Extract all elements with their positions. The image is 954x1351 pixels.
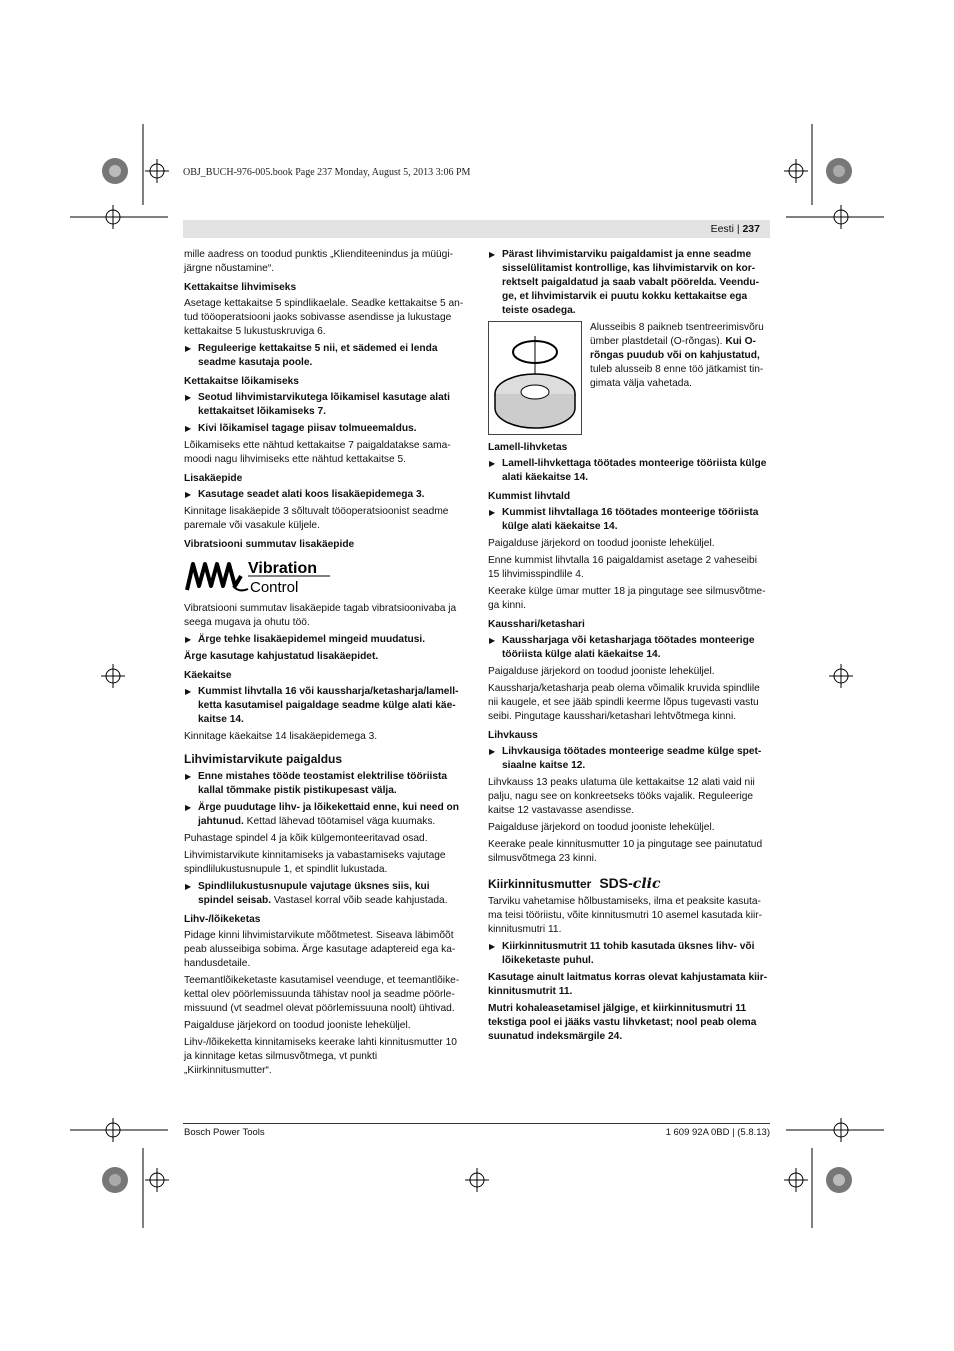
quick-nut-heading: Kiirkinnitusmutter xyxy=(488,876,592,891)
rubber-pad-bullet: ▶ Kummist lihvtallaga 16 töötades monteerige tööriista külge alati käekaitse 14. xyxy=(489,507,759,532)
brush-bullet: ▶ Kaussharjaga või ketasharjaga töötades monteerige tööriista külge alati käekaitse 14. xyxy=(489,635,755,660)
rubber-pad-text-1: Paigalduse järjekord on toodud jooniste leheküljel. xyxy=(488,538,715,549)
disc-heading: Lihv-/lõikeketas xyxy=(184,914,261,925)
backing-flange-figure xyxy=(488,321,770,435)
brush-heading: Kausshari/ketashari xyxy=(488,619,585,630)
cup-wheel-bullet: ▶ Lihvkausiga töötades monteerige seadme külge spetsiaalne kaitse 12. xyxy=(489,746,762,771)
quick-nut-warning-2: Mutri kohaleasetamisel jälgige, et kiirkinnitusmutri 11 tekstiga pool ei jääks vastu lihvketast; nool peab olema suunatud indeksmärgile 24. xyxy=(488,1003,757,1042)
grinding-guard-bullet: ▶ Reguleerige kettakaitse 5 nii, et sädemed ei lenda seadme kasutaja poole. xyxy=(185,343,438,368)
vibration-heading: Vibratsiooni summutav lisakäepide xyxy=(184,539,355,550)
cutting-guard-bullet-1: ▶ Seotud lihvimistarvikutega lõikamisel kasutage alati kettakaitset lõikamiseks 7. xyxy=(185,392,450,417)
bullet-arrow-icon: ▶ xyxy=(489,250,496,259)
quick-nut-warning-1: Kasutage ainult laitmatus korras olevat kahjustamata kiirkinnitusmutrit 11. xyxy=(488,972,768,997)
aux-handle-heading: Lisakäepide xyxy=(184,473,243,484)
bullet-arrow-icon: ▶ xyxy=(489,636,496,645)
bullet-arrow-icon: ▶ xyxy=(185,803,192,812)
cup-wheel-text-2: Paigalduse järjekord on toodud jooniste leheküljel. xyxy=(488,822,715,833)
rubber-pad-text-2: Enne kummist lihvtalla 16 paigaldamist asetage 2 vaheseibi 15 lihvimisspindlile 4. xyxy=(488,555,757,580)
figure-caption: Alusseibis 8 paikneb tsentreerimisvõru ümber plastdetail (O-rõngas). Kui O-rõngas puudub või on kahjustatud, tuleb alusseib 8 enne töö jätkamist tingimata välja vahetada. xyxy=(590,322,764,389)
mounting-text-1: Puhastage spindel 4 ja kõik külgemonteeritavad osad. xyxy=(184,833,428,844)
hand-guard-bullet: ▶ Kummist lihvtalla 16 või kaussharja/ketasharja/lamellketta kasutamisel paigaldage seadme külge alati käekaitse 14. xyxy=(185,686,459,725)
quick-nut-heading-row xyxy=(488,876,770,891)
bullet-arrow-icon: ▶ xyxy=(185,882,192,891)
backing-flange-illustration xyxy=(488,321,582,435)
mounting-bullet-3: ▶ Spindlilukustusnupule vajutage üksnes siis, kui spindel seisab. Vastasel korral võib seade kahjustada. xyxy=(185,881,448,906)
rubber-pad-text-3: Keerake külge ümar mutter 18 ja pingutage see silmusvõtmega kinni. xyxy=(488,586,766,611)
disc-text-4: Lihv-/lõikeketta kinnitamiseks keerake lahti kinnitusmutter 10 ja kinnitage ketas silmusvõtmega, vt punkti „Kiirkinnitusmutter“. xyxy=(184,1037,457,1076)
bullet-arrow-icon: ▶ xyxy=(185,424,192,433)
cup-wheel-text-1: Lihvkauss 13 peaks ulatuma üle kettakaitse 12 alati vaid nii palju, nagu see on konkreetseks tööks vajalik. Reguleerige kaitse 12 vastavasse asendisse. xyxy=(488,777,755,816)
quick-nut-text: Tarviku vahetamise hõlbustamiseks, ilma et peaksite kasutama teisi tööriistu, võite kinnitusmutri 10 asemel kasutada kiirkinnitusmutri 11. xyxy=(488,896,763,935)
vibration-bullet: ▶ Ärge tehke lisakäepidemel mingeid muudatusi. xyxy=(185,634,426,645)
disc-text-2: Teemantlõikeketaste kasutamisel veenduge, et teemantlõikekettal olev pöörlemissuunda tähistav nool ja seadme pöörlemissuund (vt seadmel olevat pöörlemissuuna noolt) ühtivad. xyxy=(184,975,460,1014)
bullet-arrow-icon: ▶ xyxy=(185,772,192,781)
bullet-arrow-icon: ▶ xyxy=(185,393,192,402)
svg-text:Control: Control xyxy=(250,579,299,596)
cutting-guard-heading: Kettakaitse lõikamiseks xyxy=(184,376,299,387)
disc-text-3: Paigalduse järjekord on toodud jooniste leheküljel. xyxy=(184,1020,411,1031)
flap-disc-heading: Lamell-lihvketas xyxy=(488,442,568,453)
footer-divider xyxy=(183,1123,770,1124)
bullet-arrow-icon: ▶ xyxy=(185,687,192,696)
svg-text:Vibration: Vibration xyxy=(248,560,318,577)
bullet-arrow-icon: ▶ xyxy=(489,508,496,517)
vibration-text: Vibratsiooni summutav lisakäepide tagab vibratsioonivaba ja seega mugava ja ohutu töö. xyxy=(184,603,457,628)
vibration-warning: Ärge kasutage kahjustatud lisakäepidet. xyxy=(184,651,379,662)
hand-guard-heading: Käekaitse xyxy=(184,670,232,681)
grinding-guard-heading: Kettakaitse lihvimiseks xyxy=(184,282,297,293)
mounting-bullet-1: ▶ Enne mistahes tööde teostamist elektrilise tööriista kallal tõmmake pistik pistikupesast välja. xyxy=(185,771,448,796)
quick-nut-bullet: ▶ Kiirkinnitusmutrit 11 tohib kasutada üksnes lihv- või lõikeketaste puhul. xyxy=(489,941,755,966)
disc-text-1: Pidage kinni lihvimistarvikute mõõtmetest. Siseava läbimõõt peab alusseibiga sobima. Ärge kasutage adaptereid ega kahandusdetaile. xyxy=(184,930,456,969)
aux-handle-text: Kinnitage lisakäepide 3 sõltuvalt tööoperatsioonist seadme paremale või vasakule küljele. xyxy=(184,506,449,531)
bullet-arrow-icon: ▶ xyxy=(185,490,192,499)
bullet-arrow-icon: ▶ xyxy=(489,459,496,468)
aux-handle-bullet: ▶ Kasutage seadet alati koos lisakäepidemega 3. xyxy=(185,489,425,500)
mounting-text-2: Lihvimistarvikute kinnitamiseks ja vabastamiseks vajutage spindlilukustusnupule 1, et spindlit lukustada. xyxy=(184,850,446,875)
flap-disc-bullet: ▶ Lamell-lihvkettaga töötades monteerige tööriista külge alati käekaitse 14. xyxy=(489,458,767,483)
file-header: OBJ_BUCH-976-005.book Page 237 Monday, August 5, 2013 3:06 PM xyxy=(183,167,471,178)
brush-text-1: Paigalduse järjekord on toodud jooniste leheküljel. xyxy=(488,666,715,677)
bullet-arrow-icon: ▶ xyxy=(489,942,496,951)
cutting-guard-bullet-2: ▶ Kivi lõikamisel tagage piisav tolmueemaldus. xyxy=(185,423,417,434)
left-column xyxy=(184,248,466,1081)
grinding-guard-text: Asetage kettakaitse 5 spindlikaelale. Seadke kettakaitse 5 antud tööoperatsiooni jaoks sobivasse asendisse ja lukustage kettakaitse 5 lukustuskruviga 6. xyxy=(184,298,464,337)
mounting-heading: Lihvimistarvikute paigaldus xyxy=(184,752,343,766)
bullet-arrow-icon: ▶ xyxy=(489,747,496,756)
vibration-control-logo xyxy=(184,556,466,596)
rubber-pad-heading: Kummist lihvtald xyxy=(488,491,571,502)
brush-text-2: Kaussharja/ketasharja peab olema võimalik kruvida spindlile nii kaugele, et see jääb spindli keerme lõpus tugevasti vastu seibi. Pingutage kausshari/ketashari lehtvõtmega kinni. xyxy=(488,683,760,722)
intro-text: mille aadress on toodud punktis „Klienditeenindus ja müügijärgne nõustamine“. xyxy=(184,249,454,274)
hand-guard-text: Kinnitage käekaitse 14 lisakäepidemega 3. xyxy=(184,731,378,742)
footer-doc-number: 1 609 92A 0BD | (5.8.13) xyxy=(665,1127,770,1138)
check-bullet: ▶ Pärast lihvimistarviku paigaldamist ja enne seadme sisselülitamist kontrollige, kas lihvimistarvik on korrektselt paigaldatud ja saab vabalt pöörelda. Veenduge, et lihvimistarvik ei puutu kokku kettakaitse ega teiste osadega. xyxy=(489,249,760,316)
footer-brand: Bosch Power Tools xyxy=(184,1127,265,1138)
mounting-bullet-2: ▶ Ärge puudutage lihv- ja lõikekettaid enne, kui need on jahtunud. Kettad lähevad töötamisel väga kuumaks. xyxy=(185,802,459,827)
page-number: 237 xyxy=(742,223,760,235)
sds-clic-logo: SDS-clic xyxy=(599,875,661,892)
cutting-guard-text: Lõikamiseks ette nähtud kettakaitse 7 paigaldatakse samamoodi nagu lihvimiseks ette nähtud kettakaitse 5. xyxy=(184,440,451,465)
bullet-arrow-icon: ▶ xyxy=(185,344,192,353)
bullet-arrow-icon: ▶ xyxy=(185,635,192,644)
cup-wheel-heading: Lihvkauss xyxy=(488,730,538,741)
page-header: Eesti | 237 xyxy=(710,223,760,235)
language-label: Eesti xyxy=(710,223,734,235)
cup-wheel-text-3: Keerake peale kinnitusmutter 10 ja pingutage see painutatud silmusvõtmega 23 kinni. xyxy=(488,839,763,864)
right-column xyxy=(488,248,770,1047)
page-header-bar xyxy=(183,220,770,238)
